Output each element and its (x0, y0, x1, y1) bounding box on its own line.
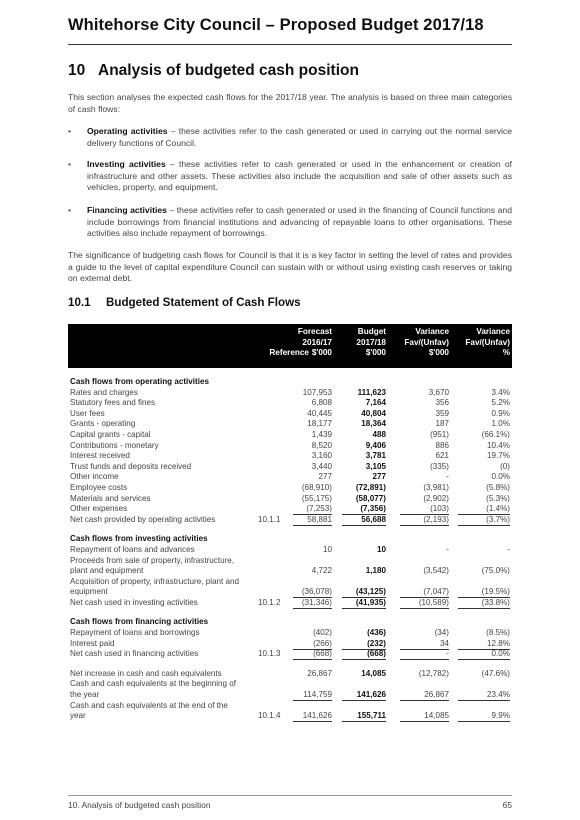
bullet-financing (68, 205, 512, 240)
table-section-heading (68, 377, 512, 388)
table-header (68, 324, 512, 368)
variance-percent: (8.5%) (486, 628, 510, 638)
bullet-dot: • (68, 159, 72, 169)
variance-value: (951) (430, 429, 449, 439)
row-label: Employee costs (70, 482, 128, 492)
significance-paragraph: The significance of budgeting cash flows for Council is that it is a key factor in setting the level of rates and provides a guide to the level of capital expenditure Council can sustain with or without using existing cash reserves or taking on external debt. (68, 250, 512, 284)
row-label: Net cash used in investing activities (70, 597, 198, 607)
row-reference: 10.1.4 (258, 711, 281, 721)
row-label: Repayment of loans and borrowings (70, 628, 200, 638)
bullet-text: – these activities refer to the cash generated or used in carrying out the normal service delivery functions of Council. (87, 126, 512, 148)
variance-value: 187 (435, 419, 449, 429)
variance-value: 886 (435, 440, 449, 450)
header-line: % (502, 348, 510, 358)
budget-value: 111,623 (357, 387, 386, 397)
table-row (68, 587, 512, 598)
table-row (68, 494, 512, 505)
variance-percent: 0.0% (491, 472, 510, 482)
column-header-forecast (298, 327, 332, 359)
header-line: Fav/(Unfav) (465, 337, 510, 347)
budget-value: 56,688 (361, 514, 386, 524)
table-section-heading (68, 617, 512, 628)
budget-value: (41,935) (355, 597, 386, 607)
row-label: Materials and services (70, 493, 151, 503)
bullet-operating (68, 126, 512, 149)
table-row (68, 388, 512, 399)
row-label: Cash and cash equivalents at the beginning of (70, 679, 237, 689)
forecast-value: (402) (313, 628, 332, 638)
variance-value: 3,670 (428, 387, 449, 397)
table-row (68, 409, 512, 420)
row-label: Statutory fees and fines (70, 398, 156, 408)
budget-value: (668) (367, 649, 386, 659)
budget-value: 141,626 (356, 690, 386, 700)
footer-section-label: 10. Analysis of budgeted cash position (68, 800, 211, 810)
variance-percent: 1.0% (491, 419, 510, 429)
variance-percent: 0.0% (491, 649, 510, 659)
forecast-value: 1,439 (311, 429, 332, 439)
variance-percent: 12.8% (487, 638, 510, 648)
bullet-term: Operating activities (87, 126, 168, 136)
variance-percent: (33.8%) (481, 597, 510, 607)
table-row (68, 419, 512, 430)
section-title: Analysis of budgeted cash position (98, 62, 359, 79)
header-line: Variance (415, 327, 449, 336)
variance-value: 26,867 (424, 690, 449, 700)
subsection-title: Budgeted Statement of Cash Flows (106, 296, 301, 309)
bullet-text: – these activities refer to cash generated or used in the enhancement or creation of infrastructure and other assets. These activities also include the acquisition and sale of other assets such as vehicles, property, and equipment. (87, 159, 512, 193)
forecast-value: (7,253) (306, 504, 332, 514)
bullet-dot: • (68, 126, 72, 136)
forecast-value: (55,175) (301, 493, 332, 503)
budget-value: (43,125) (355, 587, 386, 597)
subsection-number: 10.1 (68, 296, 91, 309)
header-line: 2017/18 (356, 337, 386, 347)
variance-percent: (47.6%) (481, 668, 510, 678)
row-reference: 10.1.2 (258, 597, 281, 607)
budget-value: 7,164 (365, 398, 386, 408)
row-label: the year (70, 690, 100, 700)
bullet-investing (68, 159, 512, 194)
budget-value: 18,364 (361, 419, 386, 429)
row-label: Cash and cash equivalents at the end of the (70, 700, 228, 710)
forecast-value: (668) (313, 649, 332, 659)
bullet-term: Financing activities (87, 205, 167, 215)
variance-percent: 9.9% (491, 711, 510, 721)
forecast-value: (68,910) (301, 482, 332, 492)
table-row (68, 515, 512, 526)
column-header-reference: Reference (269, 348, 309, 357)
row-reference: 10.1.1 (258, 514, 281, 524)
header-line: Budget (357, 327, 386, 336)
variance-value: - (446, 472, 449, 482)
budget-value: 40,804 (361, 408, 386, 418)
row-label: Net increase in cash and cash equivalents (70, 668, 222, 678)
variance-percent: (5.3%) (486, 493, 510, 503)
forecast-value: (266) (313, 638, 332, 648)
variance-percent: 3.4% (491, 387, 510, 397)
variance-percent: 5.2% (491, 398, 510, 408)
variance-value: 356 (435, 398, 449, 408)
forecast-value: 18,177 (307, 419, 332, 429)
row-label: Other income (70, 472, 119, 482)
row-label: equipment (70, 587, 108, 597)
header-divider (68, 44, 512, 45)
table-row (68, 398, 512, 409)
table-row (68, 556, 512, 567)
table-row (68, 545, 512, 556)
intro-paragraph: This section analyses the expected cash flows for the 2017/18 year. The analysis is based on three main categories of cash flows: (68, 92, 512, 114)
header-line: $'000 (428, 348, 449, 358)
subsection-heading (68, 296, 301, 309)
table-row (68, 690, 512, 701)
variance-value: 14,085 (424, 711, 449, 721)
forecast-value: (36,078) (301, 587, 332, 597)
variance-value: 34 (439, 638, 449, 648)
table-row (68, 628, 512, 639)
subtotal-rule (342, 721, 386, 722)
variance-value: 621 (435, 451, 449, 461)
variance-percent: 23.4% (487, 690, 510, 700)
row-label: year (70, 711, 86, 721)
section-heading (68, 62, 359, 80)
table-row (68, 577, 512, 588)
forecast-value: 6,808 (311, 398, 332, 408)
budget-value: 1,180 (365, 566, 386, 576)
variance-percent: 0.9% (491, 408, 510, 418)
row-label: Cash flows from financing activities (70, 617, 209, 627)
table-spacer (68, 525, 512, 534)
variance-percent: (66.1%) (481, 429, 510, 439)
table-row (68, 679, 512, 690)
forecast-value: 107,953 (302, 387, 332, 397)
variance-percent: - (507, 544, 510, 554)
row-label: Cash flows from investing activities (70, 534, 208, 544)
forecast-value: 26,867 (307, 668, 332, 678)
row-label: Net cash provided by operating activities (70, 514, 216, 524)
variance-percent: (1.4%) (486, 504, 510, 514)
forecast-value: 3,440 (311, 461, 332, 471)
budget-value: 9,406 (365, 440, 386, 450)
table-row (68, 711, 512, 722)
forecast-value: 141,626 (302, 711, 332, 721)
table-row (68, 598, 512, 609)
footer-divider (68, 795, 512, 796)
header-line: 2016/17 (302, 337, 332, 347)
budget-value: (7,356) (360, 504, 386, 514)
variance-percent: 10.4% (487, 440, 510, 450)
forecast-value: 3,160 (311, 451, 332, 461)
table-spacer (68, 660, 512, 669)
header-line: Fav/(Unfav) (404, 337, 449, 347)
variance-value: (3,981) (423, 482, 449, 492)
row-label: Acquisition of property, infrastructure, plant and (70, 576, 240, 586)
column-header-variance (404, 327, 449, 359)
variance-value: - (446, 649, 449, 659)
variance-percent: (3.7%) (486, 514, 510, 524)
table-row (68, 483, 512, 494)
row-label: Other expenses (70, 504, 128, 514)
table-spacer (68, 608, 512, 617)
row-label: Contributions - monetary (70, 440, 159, 450)
section-number: 10 (68, 62, 86, 79)
header-line: Variance (476, 327, 510, 336)
document-header-title: Whitehorse City Council – Proposed Budget 2017/18 (68, 16, 484, 34)
variance-percent: (5.8%) (486, 482, 510, 492)
variance-value: (10,589) (418, 597, 449, 607)
row-label: User fees (70, 408, 105, 418)
header-line: Forecast (297, 327, 332, 336)
row-label: Rates and charges (70, 387, 138, 397)
budget-value: (232) (367, 638, 386, 648)
variance-value: (34) (434, 628, 449, 638)
variance-value: 359 (435, 408, 449, 418)
table-row (68, 451, 512, 462)
subtotal-rule (400, 721, 449, 722)
forecast-value: 10 (322, 544, 332, 554)
variance-value: (3,542) (423, 566, 449, 576)
row-label: Cash flows from operating activities (70, 377, 209, 386)
row-label: Net cash used in financing activities (70, 649, 199, 659)
budget-value: (58,077) (355, 493, 386, 503)
table-row (68, 472, 512, 483)
table-row (68, 504, 512, 515)
variance-percent: 19.7% (487, 451, 510, 461)
header-line: $'000 (365, 348, 386, 358)
row-label: Interest received (70, 451, 130, 461)
header-line: $'000 (311, 348, 332, 358)
table-row (68, 701, 512, 712)
budget-value: (436) (367, 628, 386, 638)
budget-value: 10 (376, 544, 386, 554)
row-label: Capital grants - capital (70, 429, 151, 439)
row-label: plant and equipment (70, 566, 144, 576)
variance-value: (2,193) (423, 514, 449, 524)
budget-value: 277 (372, 472, 386, 482)
forecast-value: 40,445 (307, 408, 332, 418)
table-row (68, 430, 512, 441)
variance-value: (12,782) (418, 668, 449, 678)
cash-flow-table-body (68, 377, 512, 722)
forecast-value: 4,722 (311, 566, 332, 576)
table-row (68, 639, 512, 650)
budget-value: 155,711 (357, 711, 386, 721)
forecast-value: 277 (318, 472, 332, 482)
forecast-value: 8,520 (311, 440, 332, 450)
variance-percent: (75.0%) (481, 566, 510, 576)
table-section-heading (68, 534, 512, 545)
variance-percent: (19.5%) (481, 587, 510, 597)
budget-value: 3,105 (365, 461, 386, 471)
column-header-variance-percent (465, 327, 510, 359)
bullet-dot: • (68, 205, 72, 215)
table-row (68, 441, 512, 452)
table-row (68, 669, 512, 680)
forecast-value: (31,346) (301, 597, 332, 607)
bullet-text: – these activities refer to cash generated or used in the financing of Council functions and include borrowings from financial institutions and advancing of repayable loans to other organisations. These activities also include repayment of borrowings. (87, 205, 512, 239)
table-row (68, 462, 512, 473)
forecast-value: 114,759 (303, 690, 332, 700)
variance-value: (335) (430, 461, 449, 471)
variance-value: (7,047) (423, 587, 449, 597)
budget-value: 3,781 (365, 451, 386, 461)
variance-value: (103) (430, 504, 449, 514)
row-reference: 10.1.3 (258, 649, 281, 659)
column-header-budget (356, 327, 386, 359)
budget-value: 488 (372, 429, 386, 439)
row-label: Interest paid (70, 638, 115, 648)
forecast-value: 58,881 (307, 514, 332, 524)
row-label: Trust funds and deposits received (70, 461, 192, 471)
variance-value: (2,902) (423, 493, 449, 503)
budget-value: (72,891) (355, 482, 386, 492)
row-label: Repayment of loans and advances (70, 544, 195, 554)
row-label: Grants - operating (70, 419, 136, 429)
subtotal-rule (293, 721, 332, 722)
bullet-term: Investing activities (87, 159, 166, 169)
budget-value: 14,085 (361, 668, 386, 678)
table-row (68, 649, 512, 660)
variance-percent: (0) (500, 461, 510, 471)
row-label: Proceeds from sale of property, infrastructure, (70, 555, 235, 565)
page-number: 65 (502, 800, 512, 810)
subtotal-rule (458, 721, 510, 722)
table-row (68, 566, 512, 577)
variance-value: - (446, 544, 449, 554)
